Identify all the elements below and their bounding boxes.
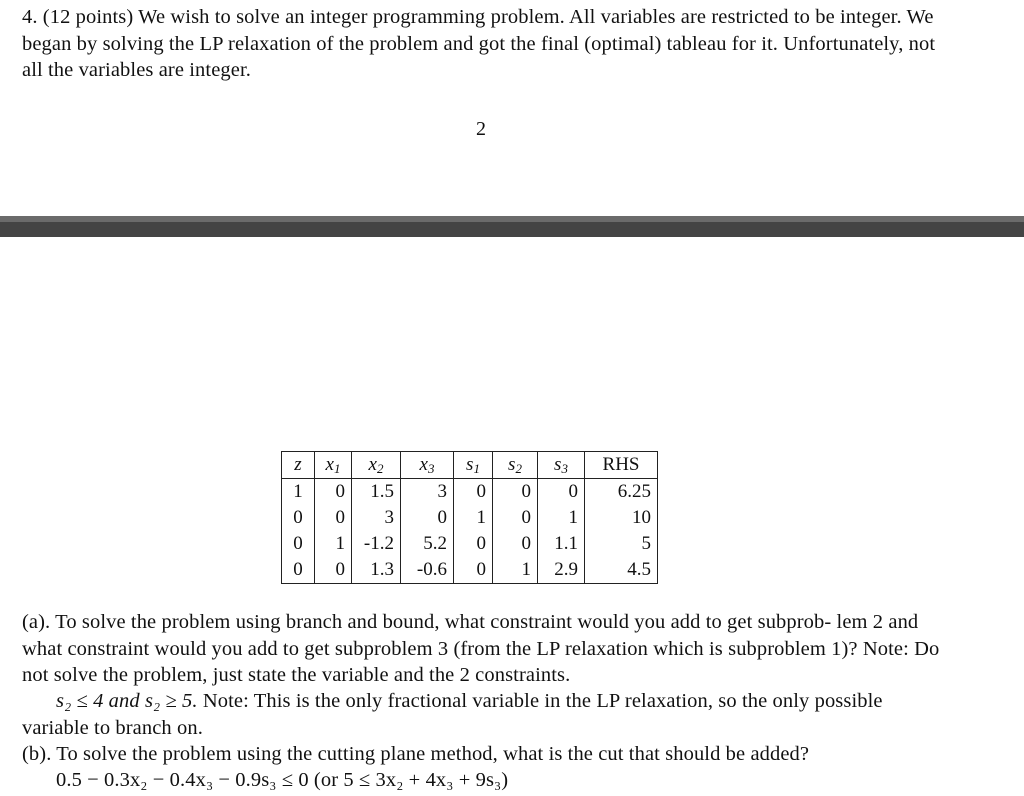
tableau-header-label: s [508, 454, 516, 475]
tableau-row [282, 557, 658, 584]
part-b-question: (b). To solve the problem using the cutting plane method, what is the cut that should be added? [22, 743, 810, 765]
tableau-cell: 3 [401, 479, 454, 506]
tableau-cell: 0 [493, 531, 538, 557]
tableau-cell: -1.2 [352, 531, 401, 557]
tableau-cell: 5.2 [401, 531, 454, 557]
tableau-header-label: z [294, 454, 302, 475]
tableau-header-cell [493, 452, 538, 479]
tableau-cell: 0 [315, 479, 352, 506]
tableau-cell: 3 [352, 505, 401, 531]
tableau-header-label: x [325, 454, 334, 475]
tableau-header-cell [538, 452, 585, 479]
tableau-cell: 0 [454, 557, 493, 584]
part-a-answer [22, 688, 952, 741]
tableau-body [282, 479, 658, 584]
tableau-cell: 0 [493, 505, 538, 531]
tableau-cell: 0 [282, 505, 315, 531]
tableau-cell: 0 [401, 505, 454, 531]
tableau-cell: 6.25 [585, 479, 658, 506]
tableau-cell: 1.5 [352, 479, 401, 506]
tableau-header-subscript: 3 [561, 461, 568, 476]
tableau-cell: 2.9 [538, 557, 585, 584]
page-number: 2 [476, 118, 486, 140]
tableau-cell: 10 [585, 505, 658, 531]
part-a-question: (a). To solve the problem using branch and bound, what constraint would you add to get subprob- lem 2 and what constraint would you add to get subproblem 3 (from the LP relaxation which is subproblem 1)? Note: Do not solve the problem, just state the variable and the 2 constraints. [22, 611, 940, 686]
tableau-cell: 0 [454, 531, 493, 557]
tableau-header-label: s [466, 454, 474, 475]
tableau-header-subscript: 2 [376, 461, 384, 476]
tableau-cell: 0 [282, 557, 315, 584]
tableau-cell: 1 [315, 531, 352, 557]
page-divider-bar [0, 222, 1024, 237]
tableau-cell: 0 [282, 531, 315, 557]
tableau-row [282, 505, 658, 531]
tableau-header-cell [454, 452, 493, 479]
tableau-row [282, 531, 658, 557]
tableau-header-label: x [419, 454, 428, 475]
tableau-cell: 1 [493, 557, 538, 584]
tableau-header-cell [401, 452, 454, 479]
tableau-header-subscript: 2 [515, 461, 522, 476]
optimal-tableau [281, 451, 658, 584]
tableau-cell: 1 [538, 505, 585, 531]
tableau-header-subscript: 3 [427, 461, 435, 476]
part-a-answer-math: s₂ ≤ 4 and s₂ ≥ 5. [56, 690, 198, 712]
tableau-cell: 0 [493, 479, 538, 506]
tableau-row [282, 479, 658, 506]
tableau-header-subscript: 1 [333, 461, 341, 476]
tableau-cell: 4.5 [585, 557, 658, 584]
tableau-header-label: x [368, 454, 377, 475]
tableau-header-label: RHS [602, 454, 640, 475]
problem-intro: 4. (12 points) We wish to solve an integer programming problem. All variables are restricted to be integer. We began by solving the LP relaxation of the problem and got the final (optimal) tableau for it. Unfortunately, not all the variables are integer. [22, 6, 936, 81]
tableau-cell: 1 [454, 505, 493, 531]
tableau-header-subscript: 1 [473, 461, 480, 476]
tableau-header-cell [315, 452, 352, 479]
tableau-header-row [282, 452, 658, 479]
tableau-cell: 0 [315, 505, 352, 531]
part-b-answer: 0.5 − 0.3x₂ − 0.4x₃ − 0.9s₃ ≤ 0 (or 5 ≤ 3x₂ + 4x₃ + 9s₃) [56, 769, 509, 791]
tableau-cell: -0.6 [401, 557, 454, 584]
part-a-answer-text: Note: This is the only fractional variable in the LP relaxation, so the only possible variable to branch on. [22, 690, 883, 739]
tableau-cell: 0 [538, 479, 585, 506]
tableau-header-cell [282, 452, 315, 479]
tableau-header-label: s [554, 454, 562, 475]
tableau-cell: 0 [315, 557, 352, 584]
tableau-cell: 0 [454, 479, 493, 506]
tableau-cell: 1.3 [352, 557, 401, 584]
tableau-header-cell [585, 452, 658, 479]
tableau-cell: 1.1 [538, 531, 585, 557]
tableau-cell: 5 [585, 531, 658, 557]
tableau-cell: 1 [282, 479, 315, 506]
tableau-header-cell [352, 452, 401, 479]
